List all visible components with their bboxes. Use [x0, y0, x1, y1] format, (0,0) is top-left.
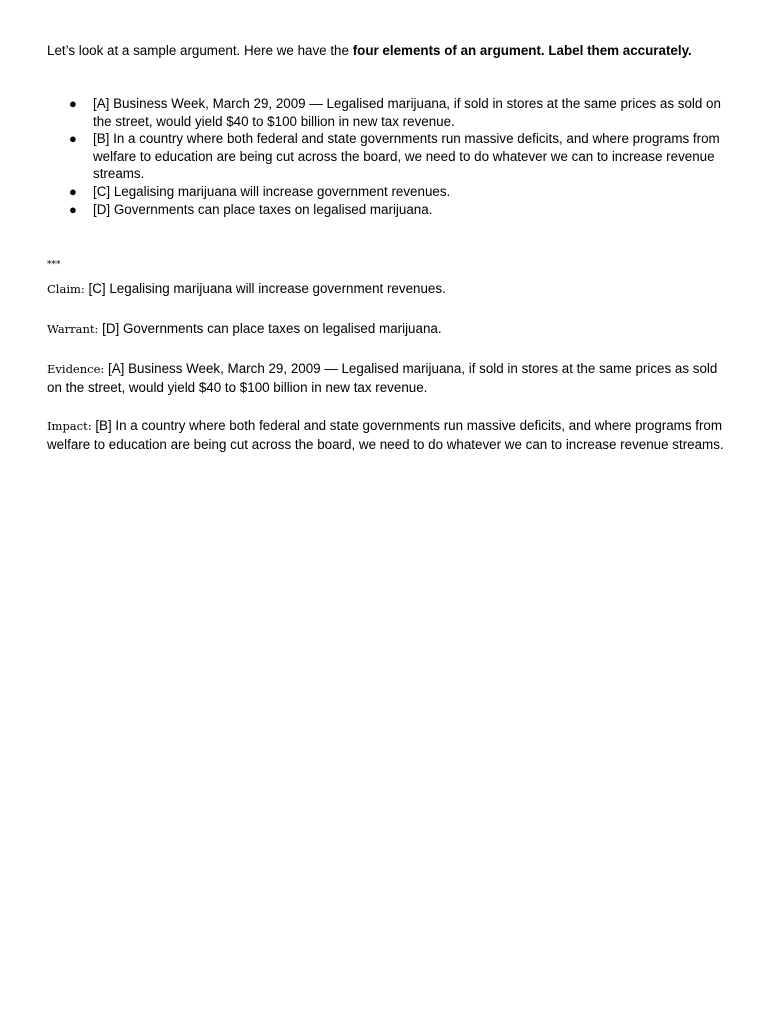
list-item-d — [47, 201, 727, 219]
bullet-icon: ● — [69, 96, 77, 111]
list-item-text: [C] Legalising marijuana will increase government revenues. — [93, 183, 451, 199]
claim-answer — [47, 280, 727, 299]
list-item-text: [A] Business Week, March 29, 2009 — Legalised marijuana, if sold in stores at the same prices as sold on the street, would yield $40 to $100 billion in new tax revenue. — [93, 96, 721, 129]
list-item-a — [47, 95, 727, 130]
list-item-c — [47, 183, 727, 201]
bullet-icon: ● — [69, 131, 77, 147]
bullet-icon: ● — [69, 201, 77, 217]
list-item-b — [47, 130, 727, 183]
section-separator: *** — [47, 260, 61, 270]
warrant-label: Warrant: — [47, 322, 99, 336]
document-body — [47, 42, 727, 452]
impact-label: Impact: — [47, 419, 92, 433]
claim-label: Claim: — [47, 282, 85, 296]
evidence-text: [A] Business Week, March 29, 2009 — Legalised marijuana, if sold in stores at the same prices as sold on the street, would yield $40 to $100 billion in new tax revenue. — [47, 361, 718, 395]
claim-text: [C] Legalising marijuana will increase government revenues. — [84, 281, 446, 296]
bullet-icon: ● — [69, 183, 77, 199]
intro-bold-instruction: four elements of an argument. Label them accurately. — [352, 43, 692, 58]
intro-paragraph — [47, 42, 727, 60]
warrant-answer — [47, 320, 727, 339]
impact-answer — [47, 417, 727, 453]
impact-text: [B] In a country where both federal and state governments run massive deficits, and where programs from welfare to education are being cut across the board, we need to do whatever we can to increase revenue streams. — [47, 418, 724, 452]
evidence-label: Evidence: — [47, 362, 105, 376]
warrant-text: [D] Governments can place taxes on legalised marijuana. — [98, 321, 442, 336]
list-item-text: [D] Governments can place taxes on legalised marijuana. — [93, 201, 433, 217]
list-item-text: [B] In a country where both federal and state governments run massive deficits, and where programs from welfare to education are being cut across the board, we need to do whatever we can to increase revenue streams. — [93, 131, 720, 182]
argument-elements-list — [47, 95, 727, 218]
evidence-answer — [47, 360, 727, 396]
intro-text: Let’s look at a sample argument. Here we have the — [47, 43, 353, 58]
